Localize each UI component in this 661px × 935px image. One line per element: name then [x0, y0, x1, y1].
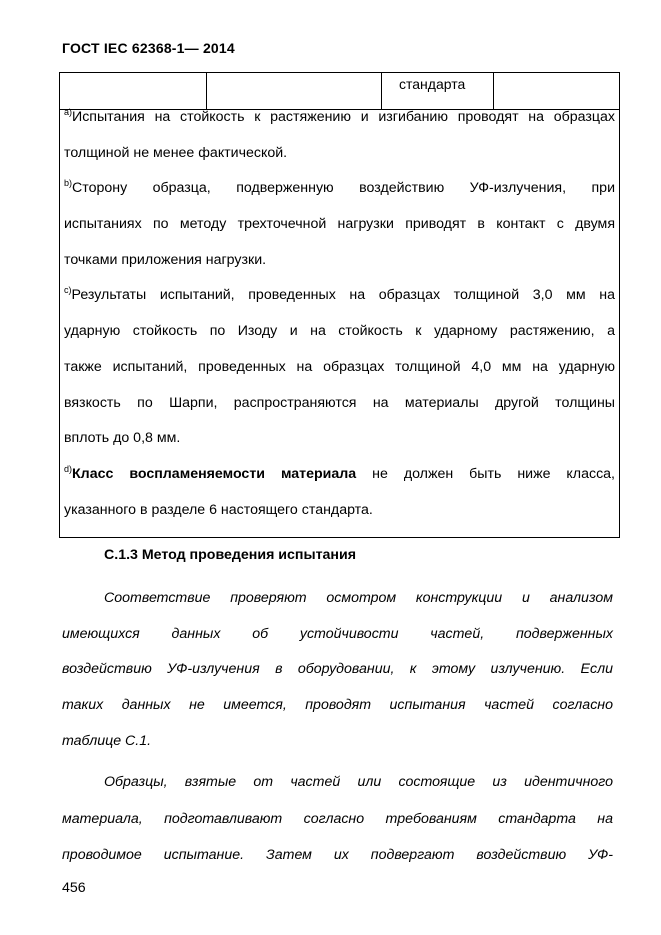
document-header: ГОСТ IEC 62368-1— 2014 [62, 40, 235, 56]
footnote-c-line: вплоть до 0,8 мм. [64, 430, 181, 446]
paragraph-line: имеющихся данных об устойчивости частей, подверженных [62, 626, 613, 642]
footnote-c-line: ударную стойкость по Изоду и на стойкость к ударному растяжению, а [64, 323, 615, 339]
column-divider [493, 73, 494, 109]
table-top-row [60, 73, 619, 110]
footnote-a-line [64, 109, 615, 125]
footnote-c-line [64, 287, 615, 303]
footnote-b-line: испытаниях по методу трехточечной нагрузки приводят в контакт с двумя [64, 216, 615, 232]
column-divider [206, 73, 207, 109]
requirements-table [59, 72, 620, 538]
paragraph-line: Образцы, взятые от частей или состоящие из идентичного [104, 774, 613, 790]
footnote-marker: c) [64, 285, 72, 295]
paragraph-line: таблице С.1. [62, 733, 152, 749]
footnote-c-line: также испытаний, проведенных на образцах толщиной 4,0 мм на ударную [64, 359, 615, 375]
paragraph-line: материала, подготавливают согласно требованиям стандарта на [62, 811, 613, 827]
footnote-b-line [64, 180, 615, 196]
table-cell-text: стандарта [399, 76, 466, 92]
section-title: С.1.3 Метод проведения испытания [104, 547, 357, 563]
paragraph-line: Соответствие проверяют осмотром конструкции и анализом [104, 590, 613, 606]
footnote-text: не должен быть ниже класса, [356, 466, 615, 482]
footnote-text: Испытания на стойкость к растяжению и изгибанию проводят на образцах [72, 109, 615, 125]
footnote-text: Сторону образца, подверженную воздействию УФ-излучения, при [72, 180, 615, 196]
footnote-text: Результаты испытаний, проведенных на образцах толщиной 3,0 мм на [71, 287, 615, 303]
footnote-marker: a) [64, 107, 73, 117]
column-divider [381, 73, 382, 109]
footnote-marker: d) [64, 464, 73, 474]
footnote-d-line: указанного в разделе 6 настоящего стандарта. [64, 502, 373, 518]
paragraph-line: воздействию УФ-излучения в оборудовании, к этому излучению. Если [62, 661, 613, 677]
footnote-b-line: точками приложения нагрузки. [64, 252, 267, 268]
footnote-a-line: толщиной не менее фактической. [64, 145, 288, 161]
paragraph-line: таких данных не имеется, проводят испытания частей согласно [62, 697, 613, 713]
footnote-c-line: вязкость по Шарпи, распространяются на материалы другой толщины [64, 395, 615, 411]
footnote-d-line [64, 466, 615, 482]
footnote-marker: b) [64, 178, 73, 188]
page-number: 456 [62, 880, 86, 896]
footnote-bold-lead: Класс воспламеняемости материала [72, 466, 357, 482]
paragraph-line: проводимое испытание. Затем их подвергают воздействию УФ- [62, 847, 613, 863]
